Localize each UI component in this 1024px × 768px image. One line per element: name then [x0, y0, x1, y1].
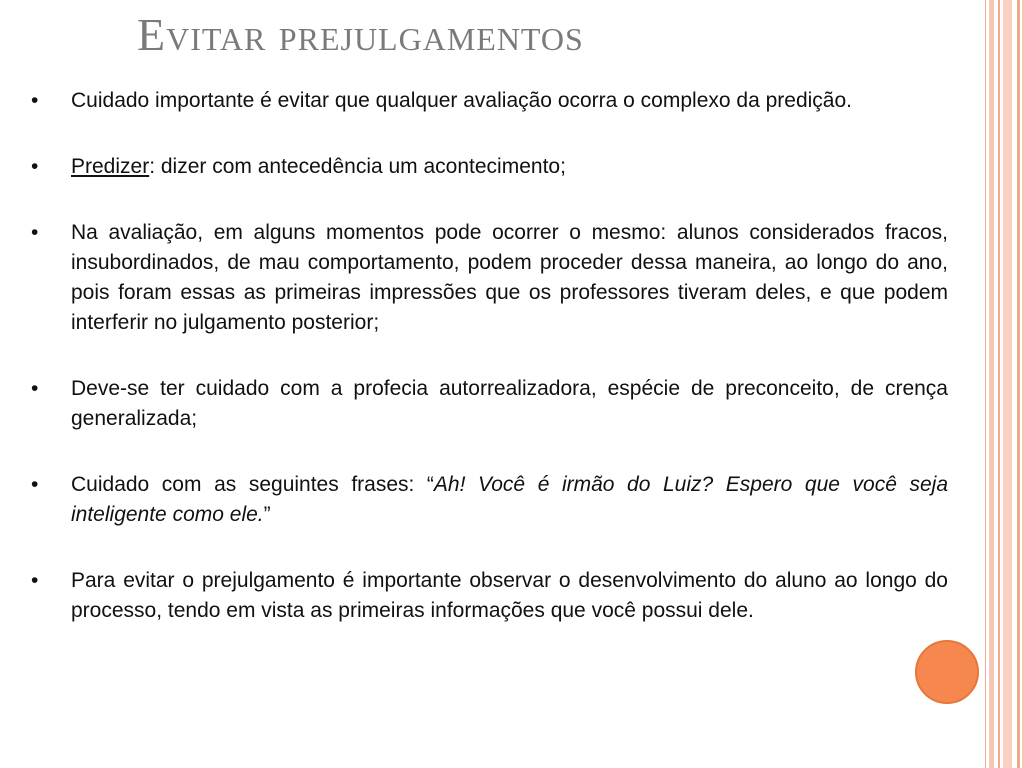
decorative-stripes	[974, 0, 1024, 768]
stripe	[1017, 0, 1020, 768]
bullet-text: : dizer com antecedência um acontecimento;	[149, 155, 566, 178]
bullet-item	[30, 470, 948, 530]
stripe	[985, 0, 986, 768]
bullet-item	[30, 152, 948, 182]
bullet-marker: •	[31, 89, 39, 112]
bullet-marker: •	[31, 155, 39, 178]
bullet-item	[30, 566, 948, 626]
bullet-item	[30, 374, 948, 434]
bullet-text: Para evitar o prejulgamento é importante observar o desenvolvimento do aluno ao longo do processo, tendo em vista as primeiras informações que você possui dele.	[71, 569, 948, 622]
stripe	[1003, 0, 1012, 768]
quoted-phrase: Ah! Você é irmão do Luiz? Espero que você seja inteligente como ele.	[71, 473, 948, 526]
bullet-marker: •	[31, 473, 39, 496]
bullet-text: Na avaliação, em alguns momentos pode ocorrer o mesmo: alunos considerados fracos, insubordinados, de mau comportamento, podem proceder dessa maneira, ao longo do ano, pois foram essas as primeiras impressões que os professores tiveram deles, e que podem interferir no julgamento posterior;	[71, 221, 948, 334]
bullet-list	[30, 86, 948, 626]
term-predizer: Predizer	[71, 155, 150, 178]
bullet-item	[30, 218, 948, 338]
bullet-text: Deve-se ter cuidado com a profecia autorrealizadora, espécie de preconceito, de crença generalizada;	[71, 377, 948, 430]
bullet-marker: •	[31, 221, 39, 244]
bullet-marker: •	[31, 377, 39, 400]
bullet-text: Cuidado com as seguintes frases: “	[71, 473, 434, 496]
decorative-circle	[915, 640, 979, 704]
bullet-item	[30, 86, 948, 116]
slide-title: Evitar prejulgamentos	[137, 9, 584, 60]
closing-quote: ”	[263, 503, 271, 526]
bullet-text: Cuidado importante é evitar que qualquer avaliação ocorra o complexo da predição.	[71, 89, 852, 112]
bullet-marker: •	[31, 569, 39, 592]
stripe	[998, 0, 1000, 768]
stripe	[989, 0, 994, 768]
